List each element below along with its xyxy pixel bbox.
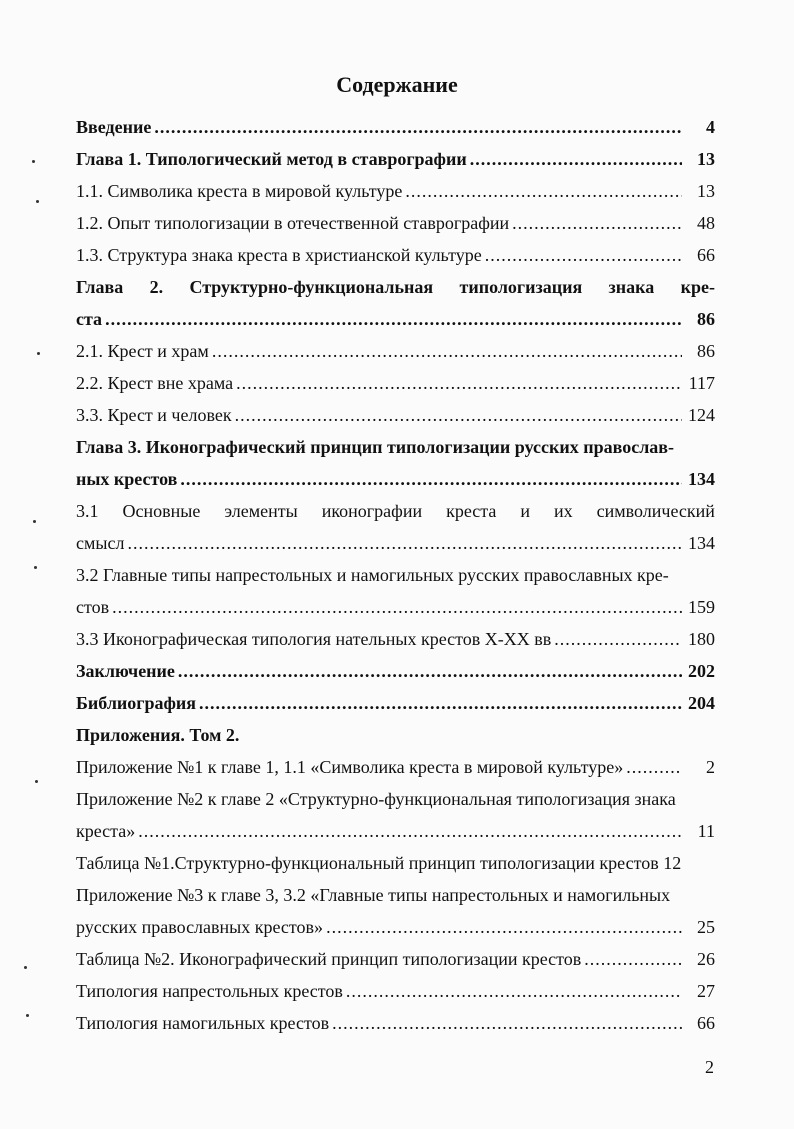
toc-entry-appendix-3-line1[interactable] — [76, 879, 715, 911]
toc-word: символический — [596, 501, 715, 521]
toc-word: Основные — [122, 501, 201, 521]
toc-page-number: 2 — [706, 757, 715, 777]
toc-entry-text: креста» — [76, 821, 136, 841]
toc-word: и — [520, 501, 530, 521]
toc-page-number: 86 — [697, 341, 715, 361]
toc-entry-3-1-line2[interactable] — [76, 527, 715, 559]
toc-page-number: 66 — [697, 245, 715, 265]
toc-entry-2-2[interactable] — [76, 367, 715, 399]
toc-page-number: 134 — [688, 533, 715, 553]
leader-dots — [470, 143, 682, 175]
table-of-contents — [76, 111, 715, 1039]
toc-entry-3-1-line1[interactable] — [76, 495, 715, 527]
toc-entry-table-2[interactable] — [76, 943, 715, 975]
toc-page-number: 124 — [688, 405, 715, 425]
toc-entry-altar-crosses[interactable] — [76, 975, 715, 1007]
leader-dots — [178, 655, 682, 687]
toc-page-number: 202 — [688, 661, 715, 681]
toc-page-number: 11 — [697, 821, 715, 841]
scan-speck — [24, 966, 27, 969]
toc-word: 2. — [149, 277, 164, 297]
toc-entry-appendix-1[interactable] — [76, 751, 715, 783]
toc-entry-text: Библиография — [76, 693, 197, 713]
toc-entry-chapter-3-line1[interactable] — [76, 431, 715, 463]
toc-page-number: 13 — [697, 149, 715, 169]
toc-entry-text: Глава 1. Типологический метод в ставрографии — [76, 149, 467, 169]
toc-word: кре- — [680, 277, 715, 297]
toc-entry-text: 3.2 Главные типы напрестольных и намогильных русских православных кре- — [76, 565, 669, 585]
leader-dots — [485, 239, 682, 271]
toc-word: элементы — [224, 501, 298, 521]
toc-entry-text: 1.1. Символика креста в мировой культуре — [76, 181, 403, 201]
toc-entry-text: Приложение №3 к главе 3, 3.2 «Главные типы напрестольных и намогильных — [76, 885, 671, 905]
toc-entry-grave-crosses[interactable] — [76, 1007, 715, 1039]
toc-entry-introduction[interactable] — [76, 111, 715, 143]
toc-entry-text: Таблица №1.Структурно-функциональный принцип типологизации крестов 12 — [76, 853, 682, 873]
leader-dots — [346, 975, 682, 1007]
toc-entry-text: Таблица №2. Иконографический принцип типологизации крестов — [76, 949, 582, 969]
leader-dots — [112, 591, 682, 623]
scan-speck — [34, 566, 37, 569]
leader-dots — [626, 751, 682, 783]
scan-speck — [32, 160, 35, 163]
leader-dots — [199, 687, 682, 719]
toc-word: типологизация — [459, 277, 583, 297]
toc-entry-text: русских православных крестов» — [76, 917, 324, 937]
toc-word: 3.1 — [76, 501, 99, 521]
toc-entry-text: 3.3 Иконографическая типология нательных крестов Х-ХХ вв — [76, 629, 552, 649]
leader-dots — [180, 463, 682, 495]
toc-entry-text: смысл — [76, 533, 125, 553]
toc-entry-text: 1.3. Структура знака креста в христианской культуре — [76, 245, 482, 265]
scan-speck — [26, 1014, 29, 1017]
toc-word: креста — [446, 501, 497, 521]
toc-entry-bibliography[interactable] — [76, 687, 715, 719]
toc-page-number: 27 — [697, 981, 715, 1001]
toc-entry-chapter-2-line1[interactable] — [76, 271, 715, 303]
leader-dots — [512, 207, 682, 239]
toc-word: Структурно-функциональная — [189, 277, 434, 297]
toc-page-number: 117 — [688, 373, 715, 393]
toc-page-number: 134 — [688, 469, 715, 489]
toc-entry-1-2[interactable] — [76, 207, 715, 239]
toc-entry-3-2-line1[interactable] — [76, 559, 715, 591]
toc-entry-text: стов — [76, 597, 110, 617]
toc-entry-3-3[interactable] — [76, 623, 715, 655]
toc-entry-appendix-2-line2[interactable] — [76, 815, 715, 847]
leader-dots — [127, 527, 682, 559]
toc-page-number: 86 — [697, 309, 715, 329]
toc-entry-1-3[interactable] — [76, 239, 715, 271]
toc-word: Глава — [76, 277, 124, 297]
leader-dots — [236, 367, 682, 399]
toc-entry-chapter-2-line2[interactable] — [76, 303, 715, 335]
toc-entry-text: Приложение №1 к главе 1, 1.1 «Символика креста в мировой культуре» — [76, 757, 624, 777]
toc-entry-chapter-3-line2[interactable] — [76, 463, 715, 495]
toc-word: их — [554, 501, 573, 521]
toc-entry-text: 1.2. Опыт типологизации в отечественной ставрографии — [76, 213, 510, 233]
leader-dots — [326, 911, 682, 943]
toc-entry-text: Приложения. Том 2. — [76, 725, 240, 745]
toc-entry-2-1[interactable] — [76, 335, 715, 367]
toc-entry-chapter-1[interactable] — [76, 143, 715, 175]
leader-dots — [332, 1007, 682, 1039]
toc-entry-text: 2.2. Крест вне храма — [76, 373, 234, 393]
leader-dots — [405, 175, 682, 207]
toc-page-number: 26 — [697, 949, 715, 969]
page-title: Содержание — [336, 72, 458, 97]
toc-entry-text: Введение — [76, 117, 152, 137]
toc-entry-3-2-line2[interactable] — [76, 591, 715, 623]
toc-page-number: 13 — [697, 181, 715, 201]
leader-dots — [154, 111, 682, 143]
scan-speck — [35, 780, 38, 783]
leader-dots — [554, 623, 682, 655]
toc-entry-text: Глава 3. Иконографический принцип типологизации русских православ- — [76, 437, 675, 457]
leader-dots — [235, 399, 682, 431]
toc-page-number: 180 — [688, 629, 715, 649]
toc-entry-3-3-person[interactable] — [76, 399, 715, 431]
toc-entry-appendix-2-line1[interactable] — [76, 783, 715, 815]
toc-entry-text: 2.1. Крест и храм — [76, 341, 209, 361]
toc-entry-1-1[interactable] — [76, 175, 715, 207]
toc-entry-appendices-heading[interactable] — [76, 719, 715, 751]
toc-entry-text: ста — [76, 309, 103, 329]
scan-speck — [36, 200, 39, 203]
toc-page-number: 25 — [697, 917, 715, 937]
toc-entry-text: 3.3. Крест и человек — [76, 405, 232, 425]
toc-entry-text: Заключение — [76, 661, 175, 681]
toc-entry-table-1[interactable] — [76, 847, 715, 879]
toc-page-number: 48 — [697, 213, 715, 233]
toc-word: иконографии — [321, 501, 423, 521]
leader-dots — [212, 335, 682, 367]
toc-entry-text: ных крестов — [76, 469, 178, 489]
toc-entry-text: Приложение №2 к главе 2 «Структурно-функциональная типологизация знака — [76, 789, 676, 809]
toc-entry-appendix-3-line2[interactable] — [76, 911, 715, 943]
toc-page-number: 204 — [688, 693, 715, 713]
toc-entry-text: Типология напрестольных крестов — [76, 981, 343, 1001]
scan-speck — [33, 520, 36, 523]
leader-dots — [138, 815, 682, 847]
toc-page-number: 4 — [706, 117, 715, 137]
toc-page-number: 159 — [688, 597, 715, 617]
toc-entry-conclusion[interactable] — [76, 655, 715, 687]
leader-dots — [584, 943, 682, 975]
toc-entry-text: Типология намогильных крестов — [76, 1013, 330, 1033]
scan-speck — [37, 352, 40, 355]
toc-page-number: 66 — [697, 1013, 715, 1033]
toc-word: знака — [608, 277, 655, 297]
leader-dots — [105, 303, 682, 335]
page-number: 2 — [705, 1057, 714, 1077]
